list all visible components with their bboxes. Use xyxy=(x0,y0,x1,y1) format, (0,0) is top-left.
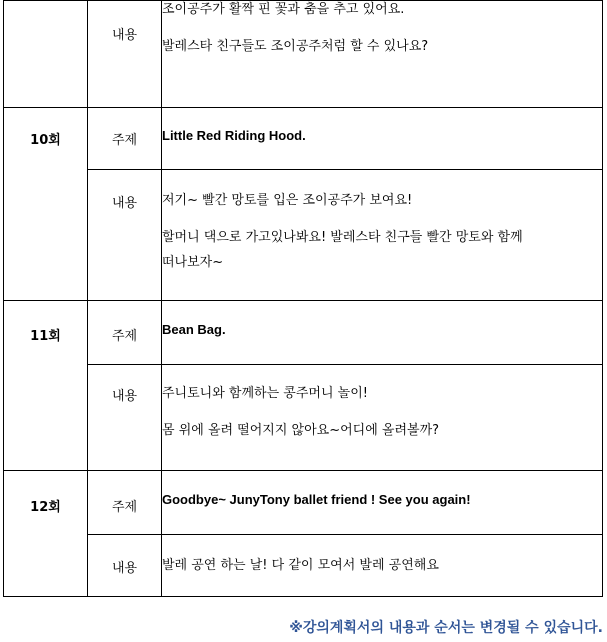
table-row xyxy=(4,301,603,365)
table-row xyxy=(4,471,603,535)
topic-label-cell: 주제 xyxy=(88,108,162,170)
content-line: 할머니 댁으로 가고있나봐요! 발레스타 친구들 빨간 망토와 함께 xyxy=(162,230,523,245)
session-cell xyxy=(4,1,88,108)
table-row xyxy=(4,1,603,108)
content-label-cell: 내용 xyxy=(88,1,162,108)
content-cell xyxy=(162,1,603,108)
topic-line: Goodbye~ JunyTony ballet friend ! See you again! xyxy=(162,492,471,507)
footer-note: ※강의계획서의 내용과 순서는 변경될 수 있습니다. xyxy=(289,620,603,636)
content-cell xyxy=(162,365,603,471)
topic-label-cell: 주제 xyxy=(88,471,162,535)
session-cell-11: 11회 xyxy=(4,301,88,471)
content-cell xyxy=(162,170,603,301)
content-line: 발레스타 친구들도 조이공주처럼 할 수 있나요? xyxy=(162,39,429,54)
content-line: 조이공주가 활짝 핀 꽃과 춤을 추고 있어요. xyxy=(162,2,405,17)
content-line: 떠나보자~ xyxy=(162,255,224,270)
session-cell-12: 12회 xyxy=(4,471,88,597)
content-label-cell: 내용 xyxy=(88,170,162,301)
content-line: 발레 공연 하는 날! 다 같이 모여서 발레 공연해요 xyxy=(162,558,439,573)
topic-cell xyxy=(162,301,603,365)
table-row xyxy=(4,365,603,471)
topic-cell xyxy=(162,471,603,535)
table-row xyxy=(4,535,603,597)
topic-label-cell: 주제 xyxy=(88,301,162,365)
content-line: 저기~ 빨간 망토를 입은 조이공주가 보여요! xyxy=(162,193,413,208)
content-line: 몸 위에 올려 떨어지지 않아요~어디에 올려볼까? xyxy=(162,423,440,438)
content-label-cell: 내용 xyxy=(88,365,162,471)
content-cell xyxy=(162,535,603,597)
topic-cell xyxy=(162,108,603,170)
session-cell-10: 10회 xyxy=(4,108,88,301)
content-line: 주니토니와 함께하는 콩주머니 놀이! xyxy=(162,386,368,401)
content-label-cell: 내용 xyxy=(88,535,162,597)
table-row xyxy=(4,170,603,301)
topic-line: Bean Bag. xyxy=(162,322,226,337)
table-row xyxy=(4,108,603,170)
topic-line: Little Red Riding Hood. xyxy=(162,128,306,143)
lesson-plan-table xyxy=(3,0,603,597)
